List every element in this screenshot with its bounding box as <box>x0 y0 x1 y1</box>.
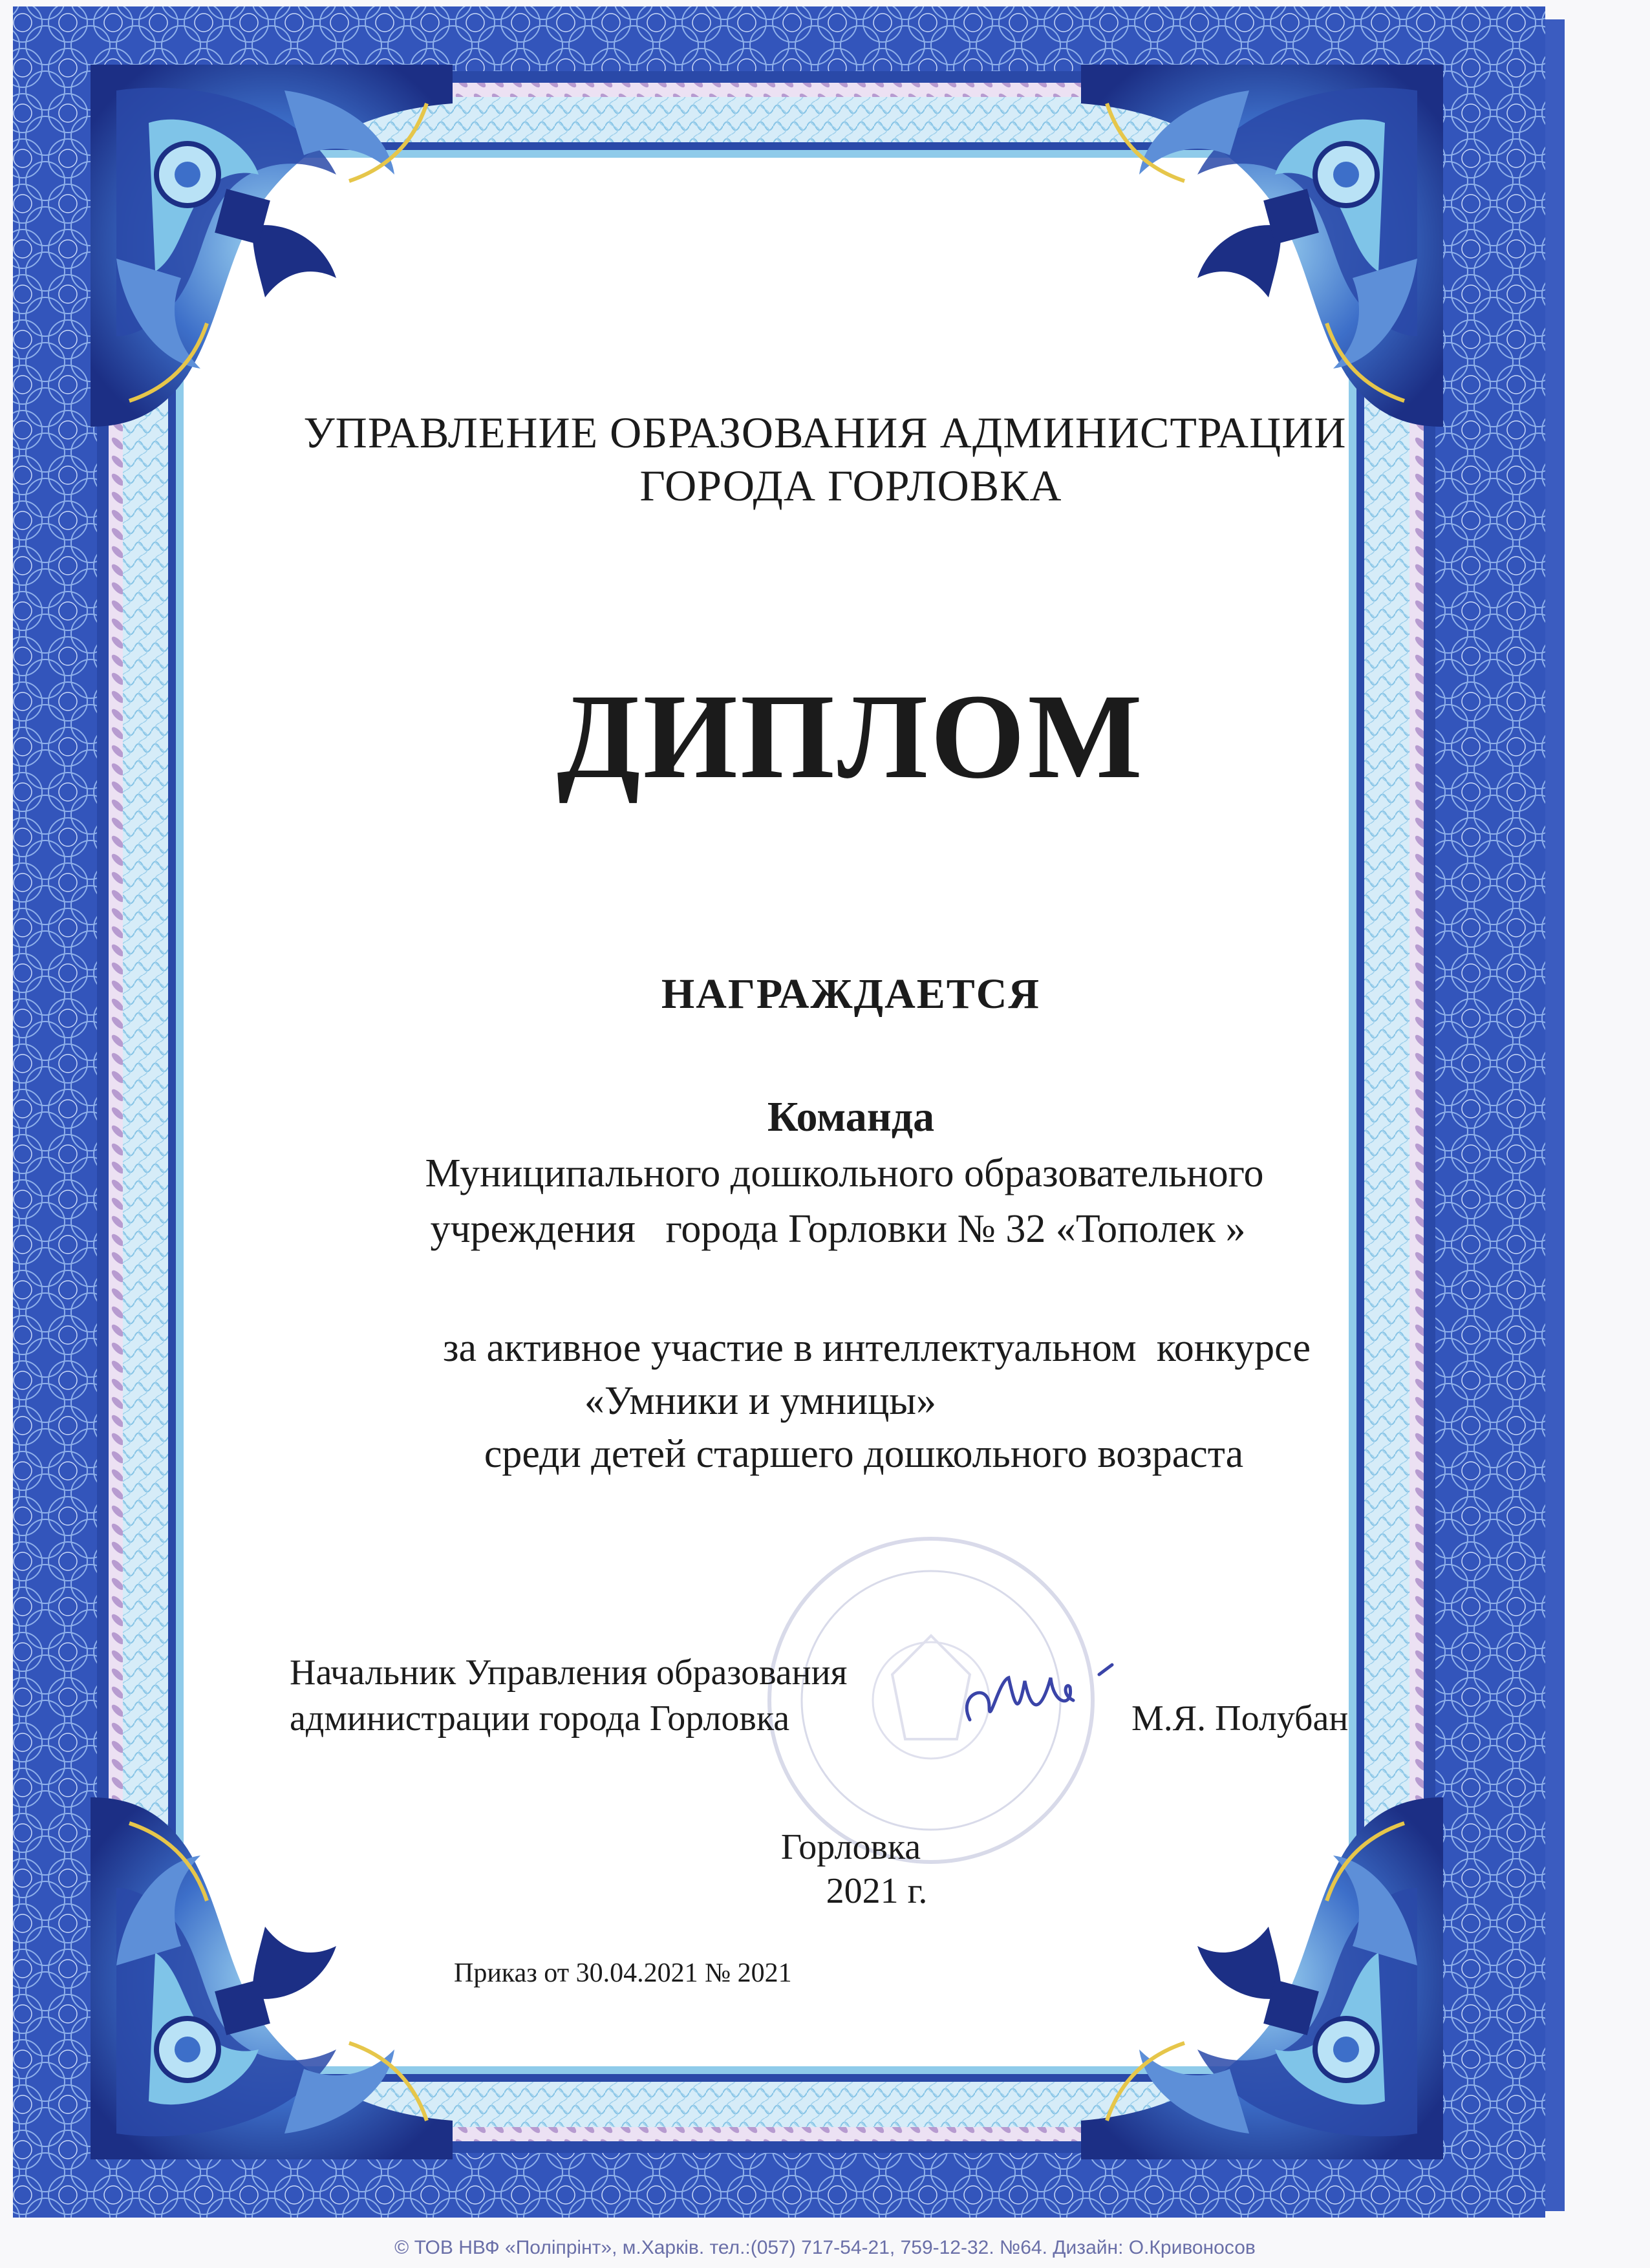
reason-line3: среди детей старшего дошкольного возраста <box>484 1432 1244 1476</box>
signer-name: М.Я. Полубан <box>1131 1698 1349 1738</box>
organization-line2: ГОРОДА ГОРЛОВКА <box>639 461 1062 510</box>
reason-line2: «Умники и умницы» <box>584 1379 937 1423</box>
awarded-heading: НАГРАЖДАЕТСЯ <box>661 970 1041 1018</box>
organization-line1: УПРАВЛЕНИЕ ОБРАЗОВАНИЯ АДМИНИСТРАЦИИ <box>303 408 1347 457</box>
signer-title-line1: Начальник Управления образования <box>290 1653 848 1693</box>
printer-imprint: © ТОВ НВФ «Поліпрінт», м.Харків. тел.:(057) 717-54-21, 759-12-32. №64. Дизайн: О.Кривоносов <box>394 2237 1256 2258</box>
reason-line1: за активное участие в интеллектуальном конкурсе <box>443 1326 1311 1370</box>
team-label: Команда <box>767 1093 935 1140</box>
year: 2021 г. <box>826 1871 928 1911</box>
city: Горловка <box>780 1827 921 1867</box>
diploma-title: ДИПЛОМ <box>557 669 1145 804</box>
order-reference: Приказ от 30.04.2021 № 2021 <box>454 1958 792 1988</box>
institution-line2: учреждения города Горловки № 32 «Тополек » <box>430 1207 1246 1251</box>
institution-line1: Муниципального дошкольного образовательного <box>425 1151 1264 1195</box>
signer-title-line2: администрации города Горловка <box>290 1698 790 1738</box>
